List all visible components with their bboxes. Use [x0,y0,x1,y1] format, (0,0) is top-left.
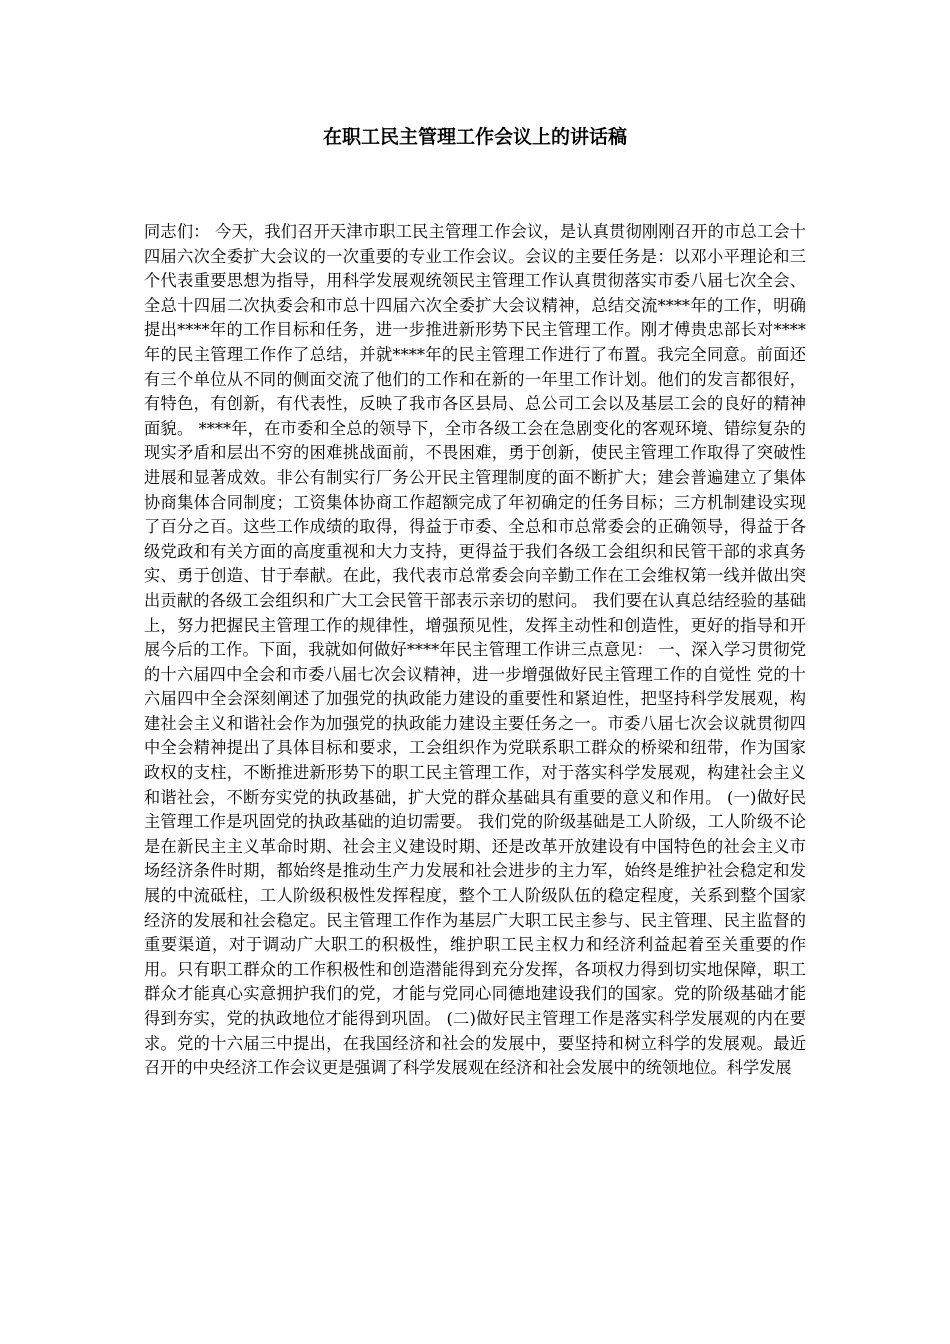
document-title: 在职工民主管理工作会议上的讲话稿 [322,126,627,148]
document-body-text: 同志们： 今天，我们召开天津市职工民主管理工作会议，是认真贯彻刚刚召开的市总工会十四届六次全委扩大会议的一次重要的专业工作会议。会议的主要任务是：以邓小平理论和三个代表重要思想为指导，用科学发展观统领民主管理工作认真贯彻落实市委八届七次全会、全总十四届二次执委会和市总十四届六次全委扩大会议精神，总结交流****年的工作，明确提出****年的工作目标和任务，进一步推进新形势下民主管理工作。刚才傅贵忠部长对****年的民主管理工作作了总结，并就****年的民主管理工作进行了布置。我完全同意。前面还有三个单位从不同的侧面交流了他们的工作和在新的一年里工作计划。他们的发言都很好，有特色，有创新，有代表性，反映了我市各区县局、总公司工会以及基层工会的良好的精神面貌。 ****年，在市委和全总的领导下，全市各级工会在急剧变化的客观环境、错综复杂的现实矛盾和层出不穷的困难挑战面前，不畏困难，勇于创新，使民主管理工作取得了突破性进展和显著成效。非公有制实行厂务公开民主管理制度的面不断扩大；建会普遍建立了集体协商集体合同制度；工资集体协商工作超额完成了年初确定的任务目标；三方机制建设实现了百分之百。这些工作成绩的取得，得益于市委、全总和市总常委会的正确领导，得益于各级党政和有关方面的高度重视和大力支持，更得益于我们各级工会组织和民管干部的求真务实、勇于创造、甘于奉献。在此，我代表市总常委会向辛勤工作在工会维权第一线并做出突出贡献的各级工会组织和广大工会民管干部表示亲切的慰问。 我们要在认真总结经验的基础上，努力把握民主管理工作的规律性，增强预见性，发挥主动性和创造性，更好的指导和开展今后的工作。下面，我就如何做好****年民主管理工作讲三点意见： 一、深入学习贯彻党的十六届四中全会和市委八届七次会议精神，进一步增强做好民主管理工作的自觉性 党的十六届四中全会深刻阐述了加强党的执政能力建设的重要性和紧迫性，把坚持科学发展观，构建社会主义和谐社会作为加强党的执政能力建设主要任务之一。市委八届七次会议就贯彻四中全会精神提出了具体目标和要求，工会组织作为党联系职工群众的桥梁和纽带，作为国家政权的支柱，不断推进新形势下的职工民主管理工作，对于落实科学发展观，构建社会主义和谐社会，不断夯实党的执政基础，扩大党的群众基础具有重要的意义和作用。 (一)做好民主管理工作是巩固党的执政基础的迫切需要。 我们党的阶级基础是工人阶级，工人阶级不论是在新民主主义革命时期、社会主义建设时期、还是改革开放建设有中国特色的社会主义市场经济条件时期，都始终是推动生产力发展和社会进步的主力军，始终是维护社会稳定和发展的中流砥柱，工人阶级积极性发挥程度，整个工人阶级队伍的稳定程度，关系到整个国家经济的发展和社会稳定。民主管理工作作为基层广大职工民主参与、民主管理、民主监督的重要渠道，对于调动广大职工的积极性，维护职工民主权力和经济利益起着至关重要的作用。只有职工群众的工作积极性和创造潜能得到充分发挥，各项权力得到切实地保障，职工群众才能真心实意拥护我们的党，才能与党同心同德地建设我们的国家。党的阶级基础才能得到夯实，党的执政地位才能得到巩固。 (二)做好民主管理工作是落实科学发展观的内在要求。党的十六届三中提出，在我国经济和社会的发展中，要坚持和树立科学的发展观。最近召开的中央经济工作会议更是强调了科学发展观在经济和社会发展中的统领地位。科学发展 [144,222,806,1078]
